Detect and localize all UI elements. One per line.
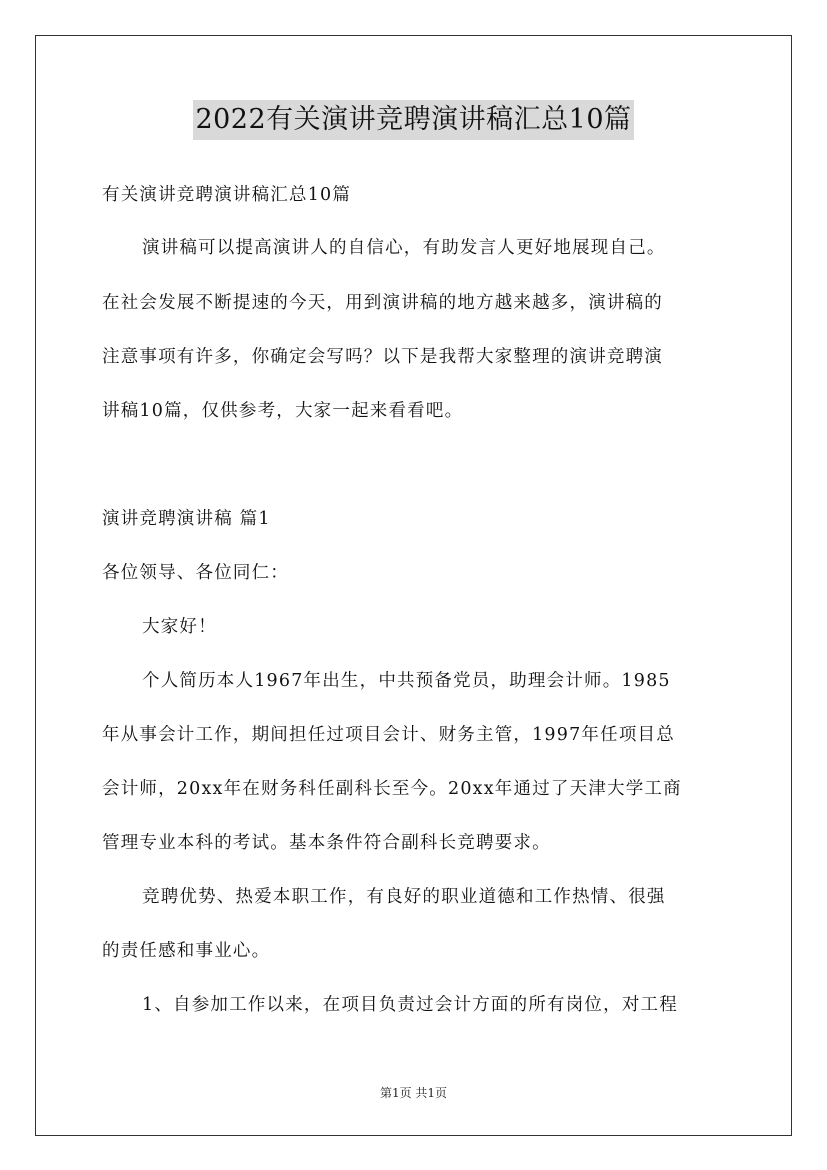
paragraph-line: 注意事项有许多，你确定会写吗？以下是我帮大家整理的演讲竞聘演 [102,347,663,367]
subtitle-line: 有关演讲竞聘演讲稿汇总10篇 [102,185,352,205]
section-heading: 演讲竞聘演讲稿 篇1 [102,509,271,529]
page-footer: 第1页 共1页 [379,1086,448,1100]
paragraph-line: 在社会发展不断提速的今天，用到演讲稿的地方越来越多，演讲稿的 [102,293,663,313]
title-container [0,100,827,140]
paragraph-line: 年从事会计工作，期间担任过项目会计、财务主管，1997年任项目总 [102,725,675,745]
paragraph-line: 演讲稿可以提高演讲人的自信心，有助发言人更好地展现自己。 [142,238,666,258]
paragraph-line: 的责任感和事业心。 [102,941,271,961]
paragraph-line: 会计师，20xx年在财务科任副科长至今。20xx年通过了天津大学工商 [102,779,682,799]
paragraph-line: 1、自参加工作以来，在项目负责过会计方面的所有岗位，对工程 [142,995,678,1015]
paragraph-line: 讲稿10篇，仅供参考，大家一起来看看吧。 [102,401,464,421]
document-title: 2022有关演讲竞聘演讲稿汇总10篇 [193,100,633,140]
greeting-line: 大家好！ [142,617,217,637]
paragraph-line: 竞聘优势、热爱本职工作，有良好的职业道德和工作热情、很强 [142,887,666,907]
paragraph-line: 管理专业本科的考试。基本条件符合副科长竞聘要求。 [102,833,551,853]
salutation-line: 各位领导、各位同仁： [102,563,289,583]
paragraph-line: 个人简历本人1967年出生，中共预备党员，助理会计师。1985 [142,671,671,691]
